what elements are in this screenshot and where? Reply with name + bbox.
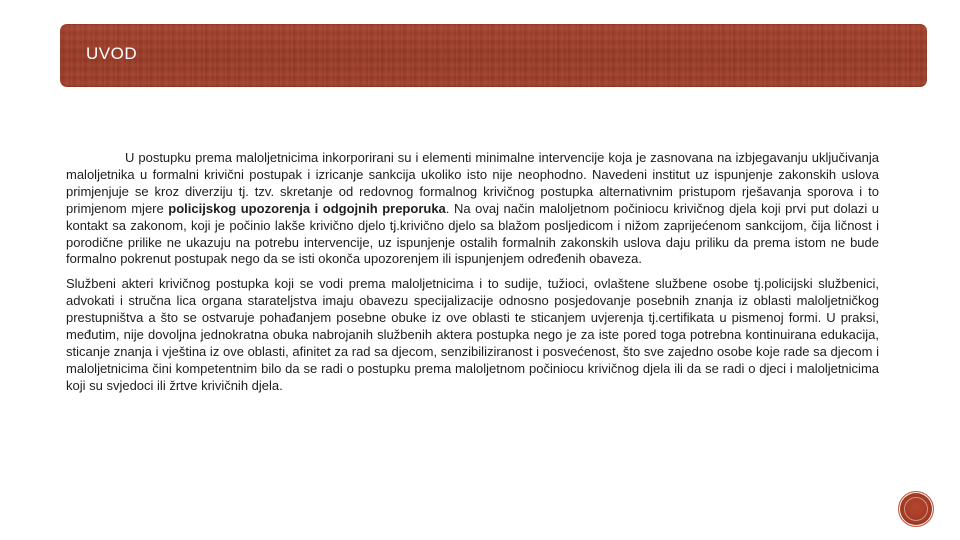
paragraph-2: Službeni akteri krivičnog postupka koji se vodi prema maloljetnicima i to sudije, tužioci, ovlaštene službene osobe tj.policijski službenici, advokati i stručna lica organa starateljstva imaju obavezu specijalizacije odnosno posjedovanje posebnih znanja iz oblasti maloljetničkog prestupništva a što se ostvaruje pohađanjem posebne obuke iz ove oblasti te sticanjem uvjerenja tj.certifikata u pismenoj formi. U praksi, međutim, nije dovoljna jednokratna obuka nabrojanih službenih aktera postupka nego je za iste pored toga potrebna kontinuirana edukacija, sticanje znanja i vještina iz ove oblasti, afinitet za rad sa djecom, senzibiliziranost i posvećenost, što sve zajedno osobe koje rade sa djecom i maloljetnicima čini kompetentnim bilo da se radi o postupku prema maloljetnom počiniocu krivičnog djela ili da se radi o djeci i maloljetnicima koji su svjedoci ili žrtve krivičnih djela. (66, 276, 879, 393)
slide-title: UVOD (86, 44, 138, 63)
content-body (66, 150, 879, 395)
paragraph-1 (66, 150, 879, 268)
title-bar (60, 24, 927, 87)
corner-circle-inner-ring (904, 497, 928, 521)
corner-circle-decoration (898, 491, 934, 527)
paragraph-1-bold-term: policijskog upozorenja i odgojnih preporuka (168, 200, 446, 216)
paragraph-1-text-a: U postupku prema maloljetnicima inkorporirani su i elementi minimalne intervencije koja je zasnovana na izbjegavanju uključivanja maloljetnika u formalni krivični postupak i izricanje sankcija ukoliko isto nije neophodno. Navedeni institut uz ispunjenje zakonskih uslova primjenjuje se kroz diverziju tj. tzv. skretanje od redovnog formalnog krivičnog postupka alternativnim pristupom rješavanja sporova i to primjenom mjere (66, 150, 879, 216)
paragraph-1-text-b: . Na ovaj način maloljetnom počiniocu krivičnog djela koji prvi put dolazi u kontakt sa zakonom, koji je počinio lakše krivično djelo tj.krivično djelo sa blažom posljedicom i nižom zaprijećenom sankcijom, čija ličnost i porodične prilike ne ukazuju na potrebu intervencije, uz ispunjenje ostalih formalnih zakonskih uslova daju priliku da prema istom ne bude formalno pokrenut postupak nego da se isti okonča upozorenjem ili ispunjenjem određenih obaveza. (66, 200, 879, 267)
